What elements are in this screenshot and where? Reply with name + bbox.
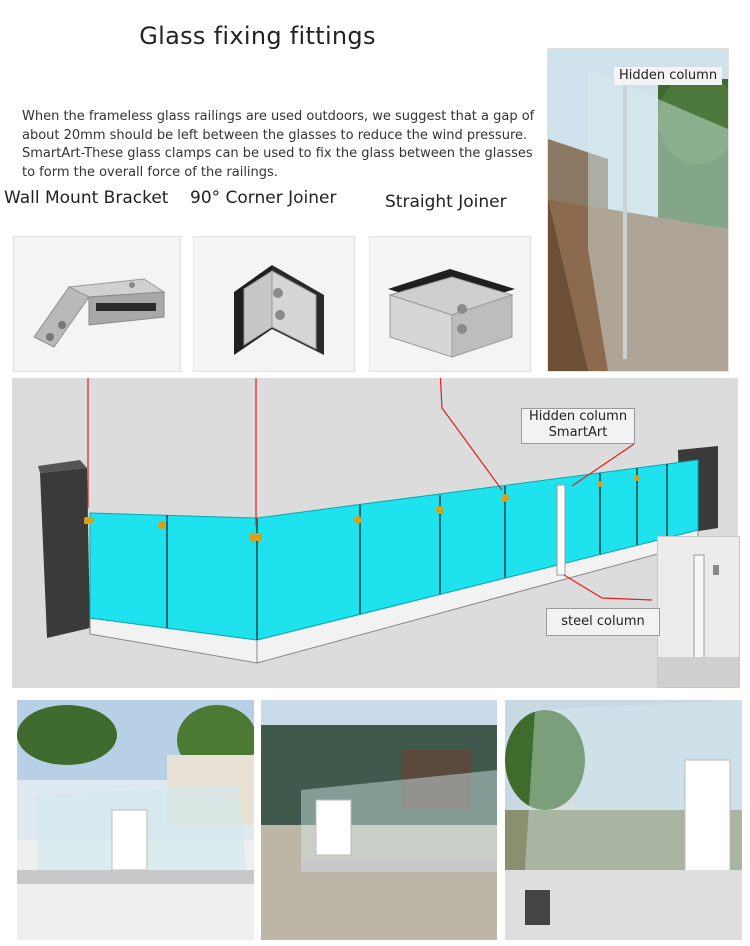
page-title: Glass fixing fittings [139,22,376,50]
hidden-column-photo-label: Hidden column [614,67,722,85]
wall-mount-bracket-label: Wall Mount Bracket [4,188,169,208]
straight-joiner-label: Straight Joiner [385,192,507,212]
railing-diagram [12,378,738,688]
hidden-column-callout-line2: SmartArt [548,425,608,440]
corner-joiner-photo [193,236,355,372]
intro-line: about 20mm should be left between the glasses to reduce the wind pressure. [22,127,528,143]
intro-text [22,108,542,182]
wall-mount-bracket-photo [13,236,181,372]
hidden-column-callout [521,408,635,444]
installation-photo-2 [261,700,497,940]
hidden-column-photo [547,48,729,372]
corner-joiner-label: 90° Corner Joiner [190,188,337,208]
intro-line: SmartArt-These glass clamps can be used to fix the glass between the glasses [22,146,533,161]
installation-photo-3 [505,700,742,940]
straight-joiner-photo [369,236,531,372]
installation-photo-1 [17,700,254,940]
intro-line: When the frameless glass railings are used outdoors, we suggest that a gap of [22,109,535,124]
steel-column-callout: steel column [546,608,660,636]
steel-column-photo [657,536,740,688]
hidden-column-callout-line1: Hidden column [528,409,628,424]
intro-line: to form the overall force of the railings. [22,164,278,180]
